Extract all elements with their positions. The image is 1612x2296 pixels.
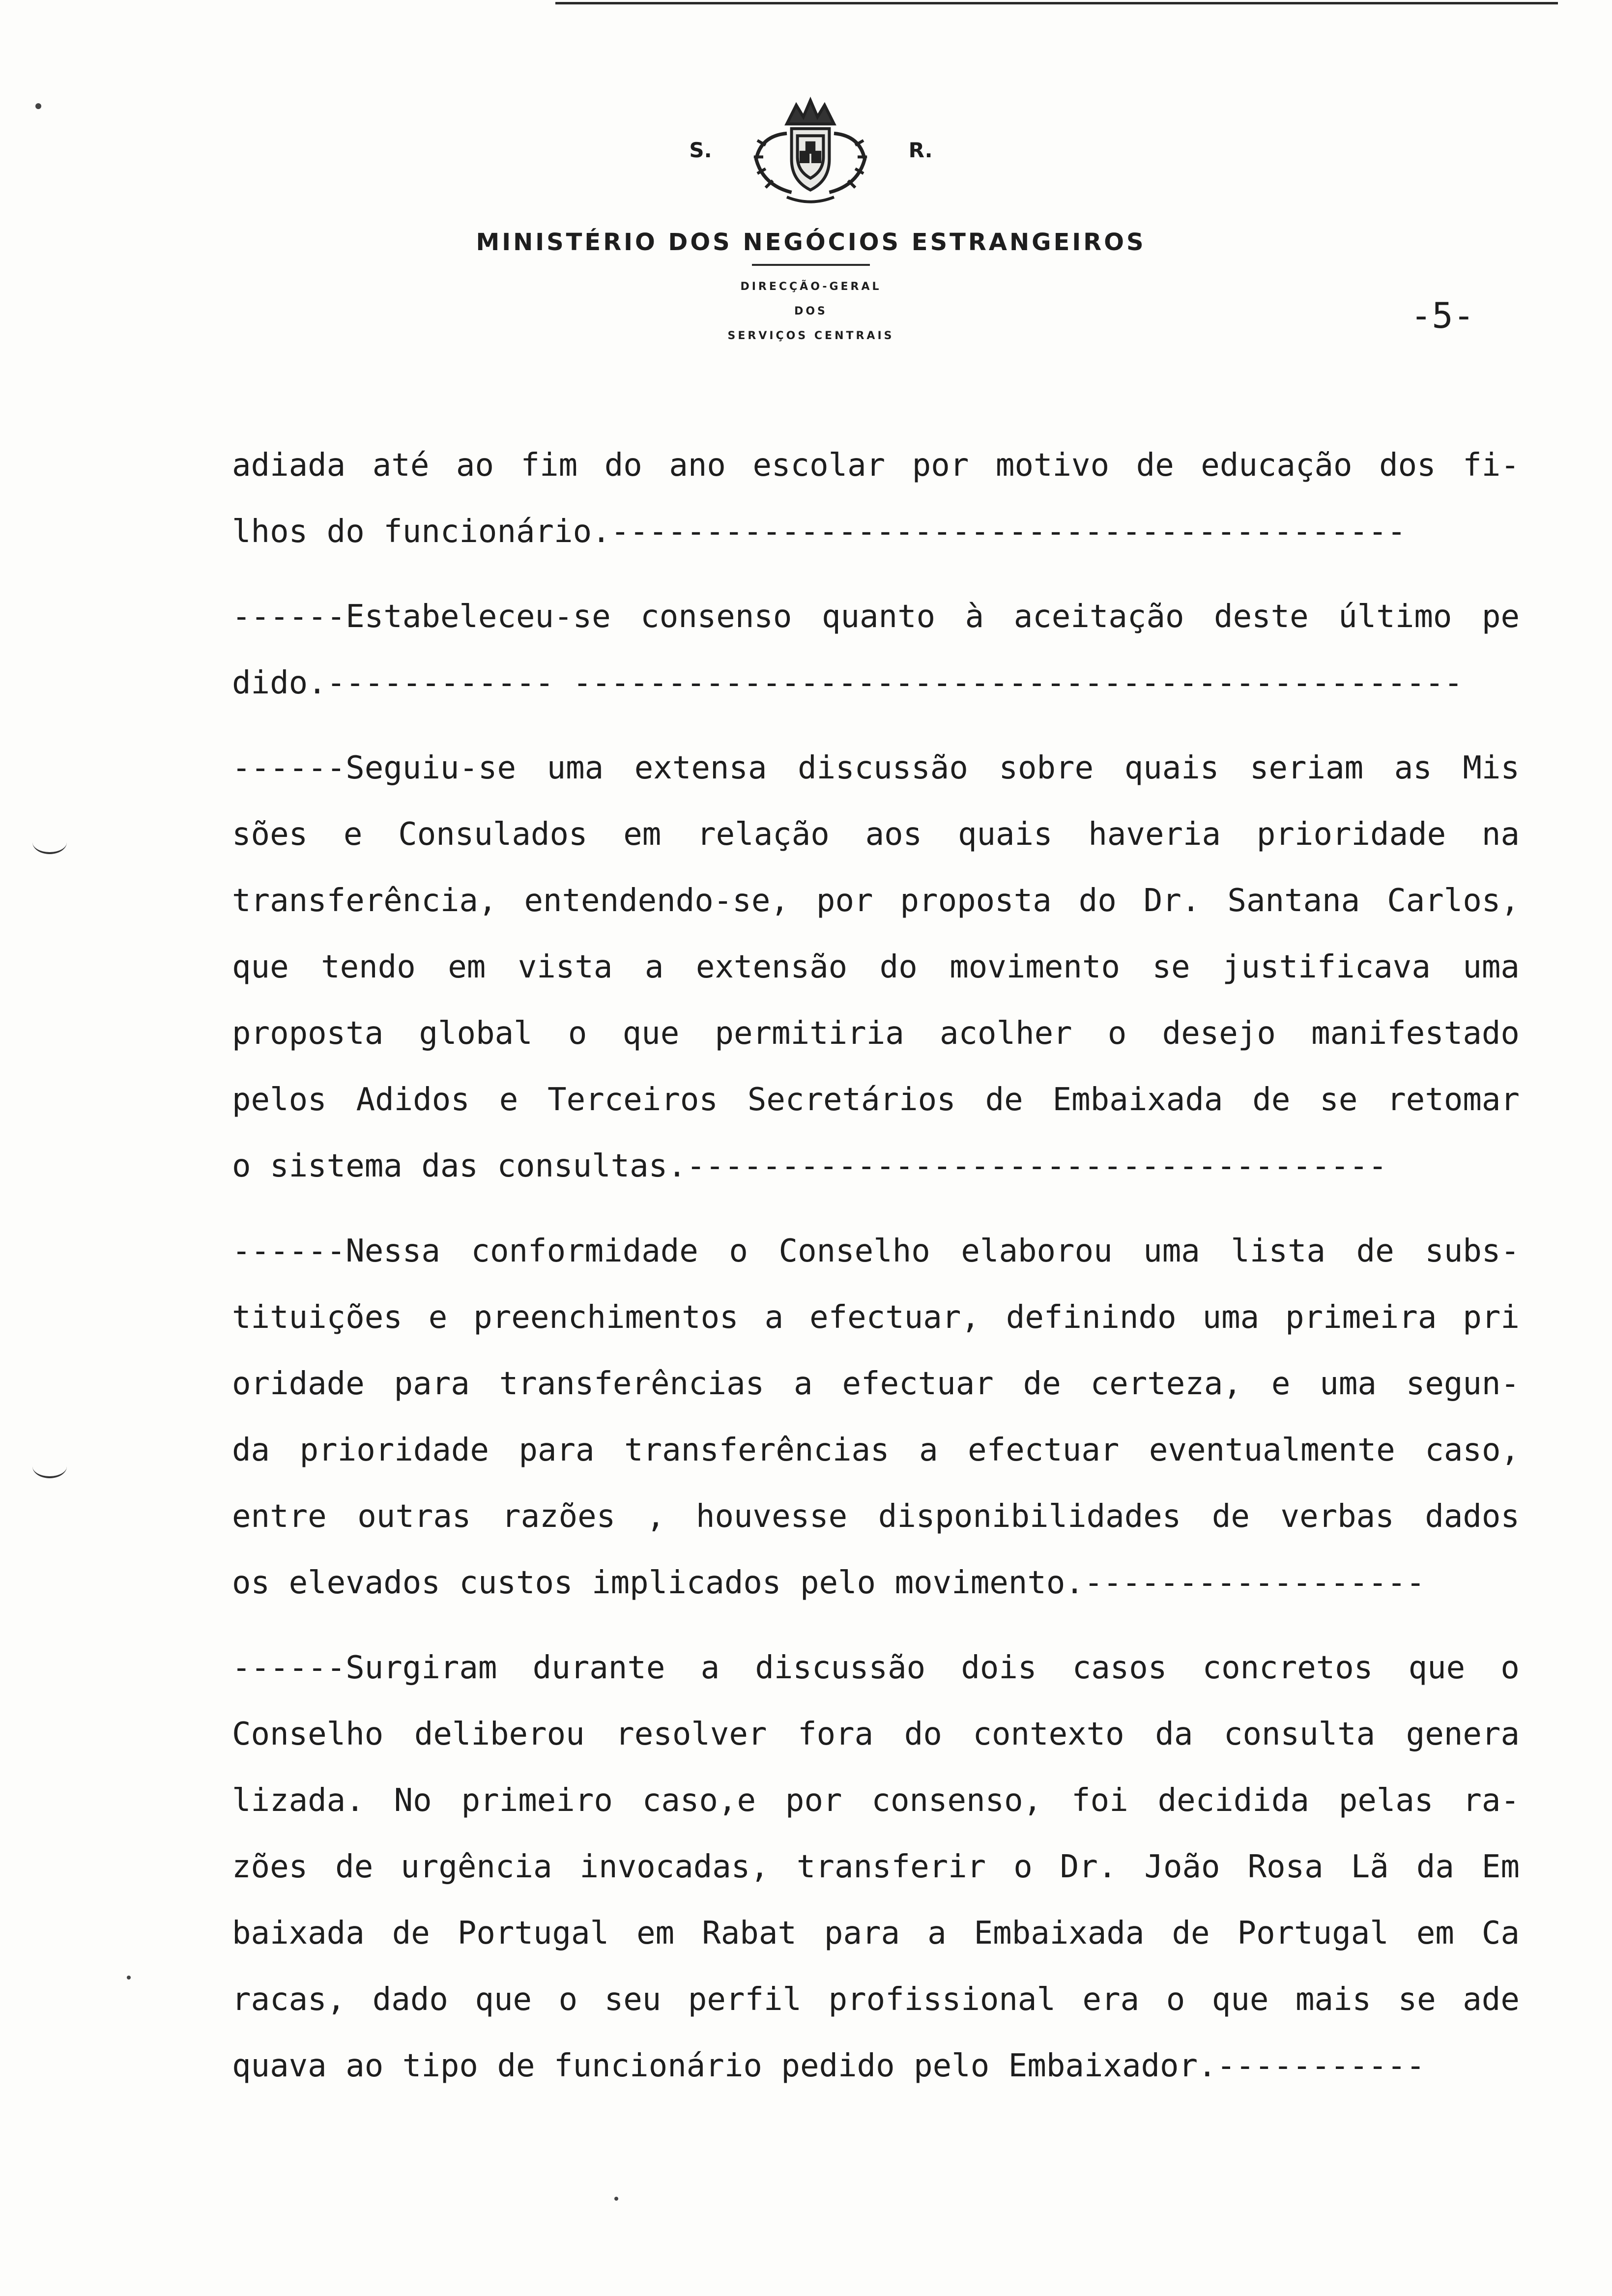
word: que xyxy=(475,1981,532,2018)
word: pelas xyxy=(1338,1782,1434,1819)
word: resolver xyxy=(615,1716,767,1752)
word: do xyxy=(879,949,918,985)
word: o xyxy=(729,1233,748,1269)
word: outras xyxy=(357,1498,471,1535)
word: efectuar xyxy=(842,1366,994,1402)
text-line xyxy=(232,735,1520,802)
word: em xyxy=(636,1915,675,1952)
word: de xyxy=(1136,447,1174,484)
word: concretos xyxy=(1202,1650,1373,1686)
word: em xyxy=(1416,1915,1454,1952)
word: de xyxy=(1211,1498,1250,1535)
word: se xyxy=(1152,949,1190,985)
word: urgência xyxy=(401,1849,552,1885)
paragraph-4 xyxy=(232,1218,1520,1616)
word: No xyxy=(394,1782,432,1819)
word: do xyxy=(604,447,642,484)
word: quais xyxy=(1124,750,1219,786)
word: deliberou xyxy=(414,1716,585,1752)
word: Ca xyxy=(1481,1915,1520,1952)
word: consulta xyxy=(1223,1716,1376,1752)
department-line-2: DOS xyxy=(794,305,828,317)
word: casos xyxy=(1072,1650,1167,1686)
word: global xyxy=(419,1015,533,1052)
word: Dr. xyxy=(1060,1849,1117,1885)
text-line xyxy=(232,1218,1520,1285)
word: entendendo-se, xyxy=(524,883,789,919)
word: dois xyxy=(961,1650,1037,1686)
word: a xyxy=(644,949,664,985)
text-line xyxy=(232,802,1520,868)
word: Consulados xyxy=(398,816,588,853)
word: invocadas, xyxy=(579,1849,769,1885)
word: verbas xyxy=(1280,1498,1394,1535)
word: haveria xyxy=(1088,816,1221,853)
word: deste xyxy=(1214,599,1309,635)
scan-speck xyxy=(614,2197,618,2201)
word: a xyxy=(794,1366,813,1402)
word: lista xyxy=(1231,1233,1326,1269)
word: e xyxy=(499,1082,518,1118)
word: justificava xyxy=(1222,949,1431,985)
word: ano xyxy=(669,447,726,484)
word: da xyxy=(232,1432,270,1468)
word: , xyxy=(646,1498,665,1535)
word: que xyxy=(232,949,289,985)
text-line xyxy=(232,432,1520,499)
word: até xyxy=(372,447,430,484)
word: para xyxy=(394,1366,470,1402)
word: em xyxy=(623,816,662,853)
word: houvesse xyxy=(695,1498,848,1535)
word: definindo xyxy=(1006,1299,1177,1336)
word: para xyxy=(518,1432,595,1468)
text-line: quava ao tipo de funcionário pedido pelo Embaixador.----------- xyxy=(232,2048,1425,2084)
word: da xyxy=(1416,1849,1454,1885)
word: Carlos, xyxy=(1387,883,1520,919)
word: discussão xyxy=(798,750,968,786)
text-line xyxy=(232,1417,1520,1484)
text-line xyxy=(232,934,1520,1001)
margin-punch-mark xyxy=(32,831,67,854)
word: de xyxy=(985,1082,1023,1118)
word: Mis xyxy=(1463,750,1520,786)
word: pe xyxy=(1481,599,1520,635)
word: de xyxy=(335,1849,374,1885)
word: João xyxy=(1144,1849,1220,1885)
word: por xyxy=(912,447,969,484)
text-line xyxy=(232,1635,1520,1701)
word: discussão xyxy=(755,1650,926,1686)
word: se xyxy=(1320,1082,1358,1118)
word: retomar xyxy=(1387,1082,1520,1118)
word: Santana xyxy=(1227,883,1360,919)
word: consenso, xyxy=(871,1782,1042,1819)
word: proposta xyxy=(900,883,1052,919)
word: por xyxy=(785,1782,842,1819)
word: educação xyxy=(1201,447,1353,484)
word: ade xyxy=(1463,1981,1520,2018)
word: o xyxy=(558,1981,578,2018)
word: a xyxy=(927,1915,947,1952)
page-number: -5- xyxy=(1410,295,1475,336)
word: caso,e xyxy=(642,1782,756,1819)
word: desejo xyxy=(1162,1015,1276,1052)
word: fora xyxy=(798,1716,874,1752)
word: acolher xyxy=(939,1015,1072,1052)
word: dado xyxy=(372,1981,448,2018)
word: entre xyxy=(232,1498,327,1535)
word: uma xyxy=(1463,949,1520,985)
word: uma xyxy=(1202,1299,1260,1336)
word: genera xyxy=(1406,1716,1520,1752)
word: consenso xyxy=(640,599,792,635)
word: Conselho xyxy=(232,1716,384,1752)
word: o xyxy=(1013,1849,1033,1885)
word: manifestado xyxy=(1311,1015,1520,1052)
top-edge-rule xyxy=(555,2,1558,4)
word: do xyxy=(904,1716,942,1752)
text-line xyxy=(232,1967,1520,2033)
text-line xyxy=(232,1484,1520,1550)
word: o xyxy=(568,1015,587,1052)
word: lizada. xyxy=(232,1782,365,1819)
word: da xyxy=(1155,1716,1193,1752)
word: zões xyxy=(232,1849,308,1885)
word: aceitação xyxy=(1013,599,1184,635)
word: subs- xyxy=(1425,1233,1520,1269)
text-line: lhos do funcionário.------------------------------------------ xyxy=(232,514,1406,550)
department-line-3: SERVIÇOS CENTRAIS xyxy=(727,330,894,342)
word: uma xyxy=(547,750,604,786)
word: racas, xyxy=(232,1981,346,2018)
word: profissional xyxy=(828,1981,1056,2018)
word: e xyxy=(343,816,363,853)
department-line-1: DIRECÇÃO-GERAL xyxy=(740,281,882,293)
word: escolar xyxy=(752,447,886,484)
word: Em xyxy=(1481,1849,1520,1885)
word: Terceiros xyxy=(547,1082,718,1118)
word: sobre xyxy=(999,750,1094,786)
word: disponibilidades xyxy=(878,1498,1181,1535)
word: relação xyxy=(697,816,830,853)
word: caso, xyxy=(1425,1432,1520,1468)
letterhead-initial-right: R. xyxy=(908,138,933,162)
word: proposta xyxy=(232,1015,384,1052)
document-body xyxy=(232,432,1520,2099)
word: à xyxy=(965,599,984,635)
word: dos xyxy=(1379,447,1436,484)
word: do xyxy=(1078,883,1117,919)
letterhead-crest-row xyxy=(442,86,1180,214)
word: efectuar, xyxy=(809,1299,980,1336)
word: aos xyxy=(865,816,922,853)
word: pelos xyxy=(232,1082,327,1118)
word: movimento xyxy=(950,949,1120,985)
word: eventualmente xyxy=(1149,1432,1395,1468)
word: ------Surgiram xyxy=(232,1650,497,1686)
word: uma xyxy=(1320,1366,1377,1402)
word: extensa xyxy=(634,750,767,786)
word: perfil xyxy=(688,1981,802,2018)
word: mais xyxy=(1295,1981,1372,2018)
word: ra- xyxy=(1463,1782,1520,1819)
word: transferências xyxy=(624,1432,890,1468)
word: o xyxy=(1500,1650,1520,1686)
paragraph-5 xyxy=(232,1635,1520,2099)
word: seriam xyxy=(1249,750,1364,786)
word: transferências xyxy=(499,1366,765,1402)
word: motivo xyxy=(995,447,1110,484)
letterhead xyxy=(442,86,1180,348)
text-line xyxy=(232,1351,1520,1417)
word: na xyxy=(1481,816,1520,853)
word: quanto xyxy=(821,599,936,635)
word: último xyxy=(1338,599,1452,635)
word: se xyxy=(1398,1981,1436,2018)
word: contexto xyxy=(973,1716,1124,1752)
word: que xyxy=(622,1015,680,1052)
word: de xyxy=(1023,1366,1061,1402)
word: transferir xyxy=(796,1849,986,1885)
word: a xyxy=(700,1650,720,1686)
ministry-underline xyxy=(752,264,870,266)
word: que xyxy=(1408,1650,1466,1686)
word: Secretários xyxy=(747,1082,956,1118)
word: baixada xyxy=(232,1915,365,1952)
word: adiada xyxy=(232,447,346,484)
word: para xyxy=(824,1915,900,1952)
word: prioridade xyxy=(1256,816,1446,853)
word: prioridade xyxy=(299,1432,489,1468)
word: ------Estabeleceu-se xyxy=(232,599,611,635)
text-line: dido.------------ ----------------------------------------------- xyxy=(232,665,1463,701)
word: de xyxy=(1356,1233,1394,1269)
word: primeiro xyxy=(461,1782,613,1819)
word: as xyxy=(1394,750,1432,786)
word: preenchimentos xyxy=(473,1299,739,1336)
word: e xyxy=(428,1299,448,1336)
word: conformidade xyxy=(471,1233,698,1269)
word: fim xyxy=(520,447,578,484)
text-line xyxy=(232,1701,1520,1768)
word: de xyxy=(1172,1915,1210,1952)
text-line xyxy=(232,1067,1520,1133)
word: a xyxy=(764,1299,784,1336)
word: Rabat xyxy=(702,1915,797,1952)
margin-punch-mark xyxy=(32,1455,67,1478)
word: sões xyxy=(232,816,308,853)
word: dados xyxy=(1425,1498,1520,1535)
text-line xyxy=(232,868,1520,934)
text-line xyxy=(232,1768,1520,1834)
word: Portugal xyxy=(1237,1915,1389,1952)
text-line: o sistema das consultas.------------------------------------- xyxy=(232,1148,1387,1184)
word: ao xyxy=(456,447,494,484)
paragraph-1 xyxy=(232,432,1520,565)
word: durante xyxy=(532,1650,665,1686)
word: fi- xyxy=(1463,447,1520,484)
word: era xyxy=(1082,1981,1140,2018)
word: de xyxy=(1252,1082,1291,1118)
word: Conselho xyxy=(778,1233,930,1269)
text-line xyxy=(232,1834,1520,1900)
paragraph-3 xyxy=(232,735,1520,1200)
word: extensão xyxy=(695,949,848,985)
word: e xyxy=(1271,1366,1291,1402)
word: tituições xyxy=(232,1299,403,1336)
scan-speck xyxy=(35,103,41,109)
word: elaborou xyxy=(961,1233,1113,1269)
word: em xyxy=(448,949,486,985)
word: a xyxy=(919,1432,938,1468)
word: o xyxy=(1166,1981,1185,2018)
word: Rosa xyxy=(1247,1849,1324,1885)
word: Lã xyxy=(1351,1849,1389,1885)
word: ------Nessa xyxy=(232,1233,440,1269)
word: Adidos xyxy=(356,1082,470,1118)
word: foi xyxy=(1071,1782,1128,1819)
word: Embaixada xyxy=(974,1915,1145,1952)
word: vista xyxy=(518,949,613,985)
word: segun- xyxy=(1406,1366,1520,1402)
word: decidida xyxy=(1157,1782,1309,1819)
word: oridade xyxy=(232,1366,365,1402)
word: permitiria xyxy=(715,1015,904,1052)
word: pri xyxy=(1463,1299,1520,1336)
paragraph-2 xyxy=(232,584,1520,717)
word: ------Seguiu-se xyxy=(232,750,516,786)
text-line xyxy=(232,1285,1520,1351)
word: de xyxy=(392,1915,430,1952)
word: Portugal xyxy=(457,1915,609,1952)
word: seu xyxy=(604,1981,662,2018)
word: certeza, xyxy=(1090,1366,1242,1402)
word: por xyxy=(816,883,873,919)
letterhead-initial-left: S. xyxy=(689,138,712,162)
text-line xyxy=(232,1001,1520,1067)
word: o xyxy=(1107,1015,1127,1052)
word: transferência, xyxy=(232,883,497,919)
word: efectuar xyxy=(968,1432,1120,1468)
word: Embaixada xyxy=(1052,1082,1223,1118)
text-line xyxy=(232,1900,1520,1967)
scan-speck xyxy=(127,1976,131,1980)
ministry-name: MINISTÉRIO DOS NEGÓCIOS ESTRANGEIROS xyxy=(476,229,1146,256)
text-line: os elevados custos implicados pelo movimento.------------------ xyxy=(232,1565,1425,1601)
word: que xyxy=(1211,1981,1269,2018)
word: primeira xyxy=(1285,1299,1437,1336)
word: quais xyxy=(957,816,1053,853)
word: Dr. xyxy=(1143,883,1201,919)
word: uma xyxy=(1143,1233,1200,1269)
word: tendo xyxy=(321,949,416,985)
coat-of-arms-icon xyxy=(737,91,884,209)
word: razões xyxy=(502,1498,616,1535)
text-line xyxy=(232,584,1520,650)
